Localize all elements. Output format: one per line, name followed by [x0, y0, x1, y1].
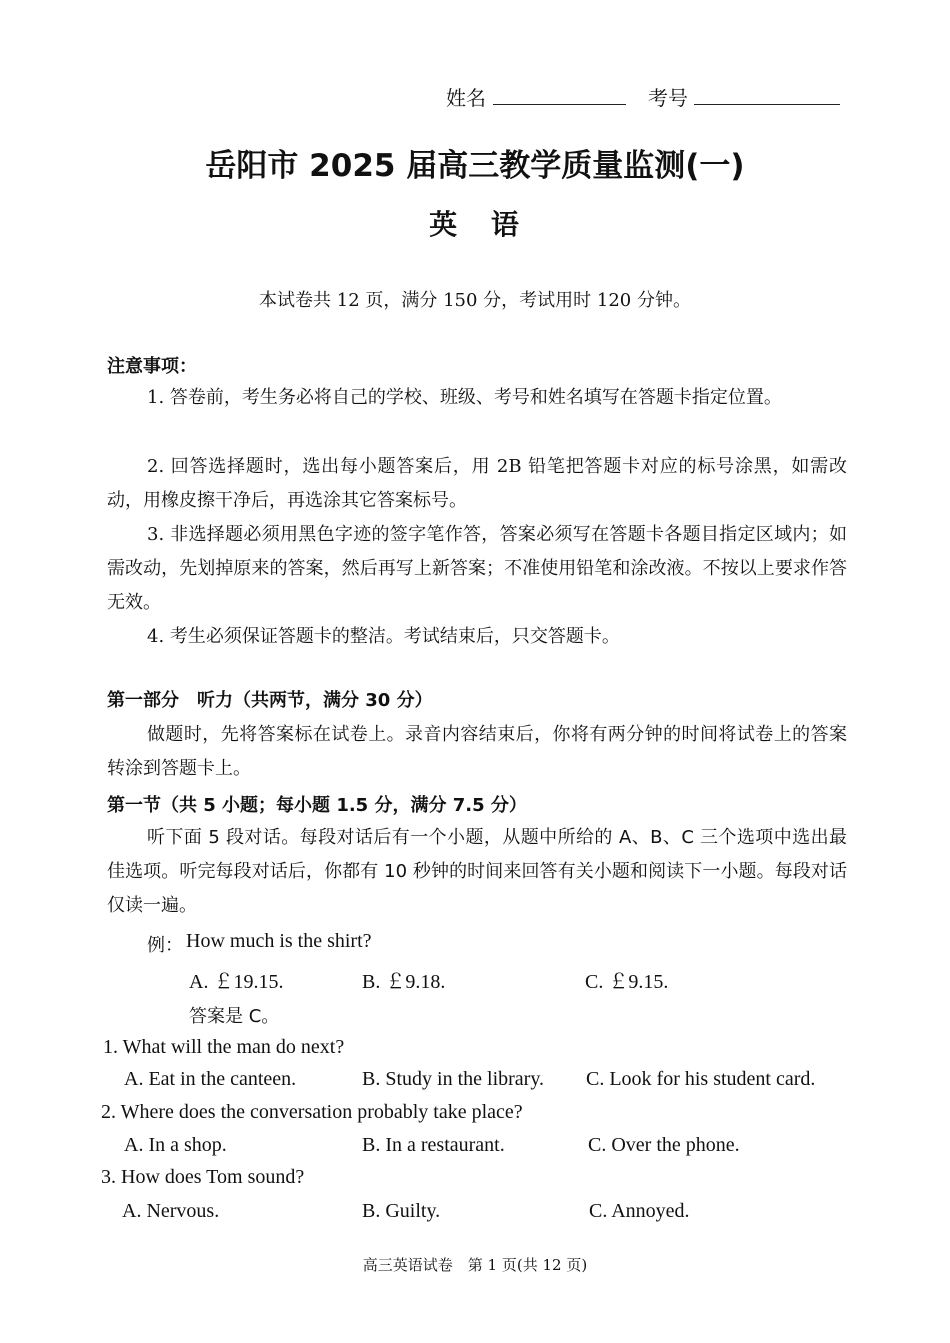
question-3-option-b: B. Guilty. — [362, 1200, 441, 1222]
part1-instruction: 做题时，先将答案标在试卷上。录音内容结束后，你将有两分钟的时间将试卷上的答案转涂到答题卡上。 — [107, 724, 847, 779]
exam-number-blank — [694, 104, 840, 105]
question-1-option-b: B. Study in the library. — [362, 1068, 545, 1090]
example-option-c: C. ￡9.15. — [585, 971, 669, 993]
notice-item-2: 2. 回答选择题时，选出每小题答案后，用 2B 铅笔把答题卡对应的标号涂黑，如需改动，用橡皮擦干净后，再选涂其它答案标号。 — [107, 456, 847, 511]
section1-instruction: 听下面 5 段对话。每段对话后有一个小题，从题中所给的 A、B、C 三个选项中选出最佳选项。听完每段对话后，你都有 10 秒钟的时间来回答有关小题和阅读下一小题。每段对话仅读一遍。 — [107, 827, 847, 916]
example-option-a: A. ￡19.15. — [189, 971, 284, 993]
question-3-option-c: C. Annoyed. — [589, 1200, 690, 1222]
question-2-stem: 2. Where does the conversation probably take place? — [101, 1101, 523, 1123]
notice-heading: 注意事项： — [107, 356, 197, 377]
question-1-option-c: C. Look for his student card. — [586, 1068, 816, 1090]
example-option-b: B. ￡9.18. — [362, 971, 446, 993]
question-3-stem: 3. How does Tom sound? — [101, 1166, 305, 1188]
name-label: 姓名 — [446, 86, 486, 110]
notice-item-3: 3. 非选择题必须用黑色字迹的签字笔作答，答案必须写在答题卡各题目指定区域内；如需改动，先划掉原来的答案，然后再写上新答案；不准使用铅笔和涂改液。不按以上要求作答无效。 — [107, 524, 847, 613]
part1-heading: 第一部分 听力（共两节，满分 30 分） — [107, 690, 433, 711]
question-1-option-a: A. Eat in the canteen. — [124, 1068, 297, 1090]
section1-heading: 第一节（共 5 小题；每小题 1.5 分，满分 7.5 分） — [107, 795, 527, 816]
exam-intro: 本试卷共 12 页，满分 150 分，考试用时 120 分钟。 — [259, 290, 691, 311]
name-blank — [493, 104, 626, 105]
notice-item-4: 4. 考生必须保证答题卡的整洁。考试结束后，只交答题卡。 — [147, 626, 620, 647]
question-3-option-a: A. Nervous. — [122, 1200, 220, 1222]
question-2-option-a: A. In a shop. — [124, 1134, 227, 1156]
question-2-option-c: C. Over the phone. — [588, 1134, 740, 1156]
question-1-stem: 1. What will the man do next? — [103, 1036, 345, 1058]
subject-title: 英 语 — [429, 208, 531, 241]
example-answer: 答案是 C。 — [189, 1006, 280, 1027]
exam-title: 岳阳市 2025 届高三教学质量监测(一) — [205, 148, 745, 184]
notice-item-1: 1. 答卷前，考生务必将自己的学校、班级、考号和姓名填写在答题卡指定位置。 — [147, 387, 782, 408]
question-2-option-b: B. In a restaurant. — [362, 1134, 505, 1156]
page-footer: 高三英语试卷 第 1 页(共 12 页) — [362, 1256, 588, 1274]
example-question: How much is the shirt? — [186, 930, 372, 952]
exam-number-label: 考号 — [648, 86, 688, 110]
example-label: 例： — [147, 935, 183, 956]
